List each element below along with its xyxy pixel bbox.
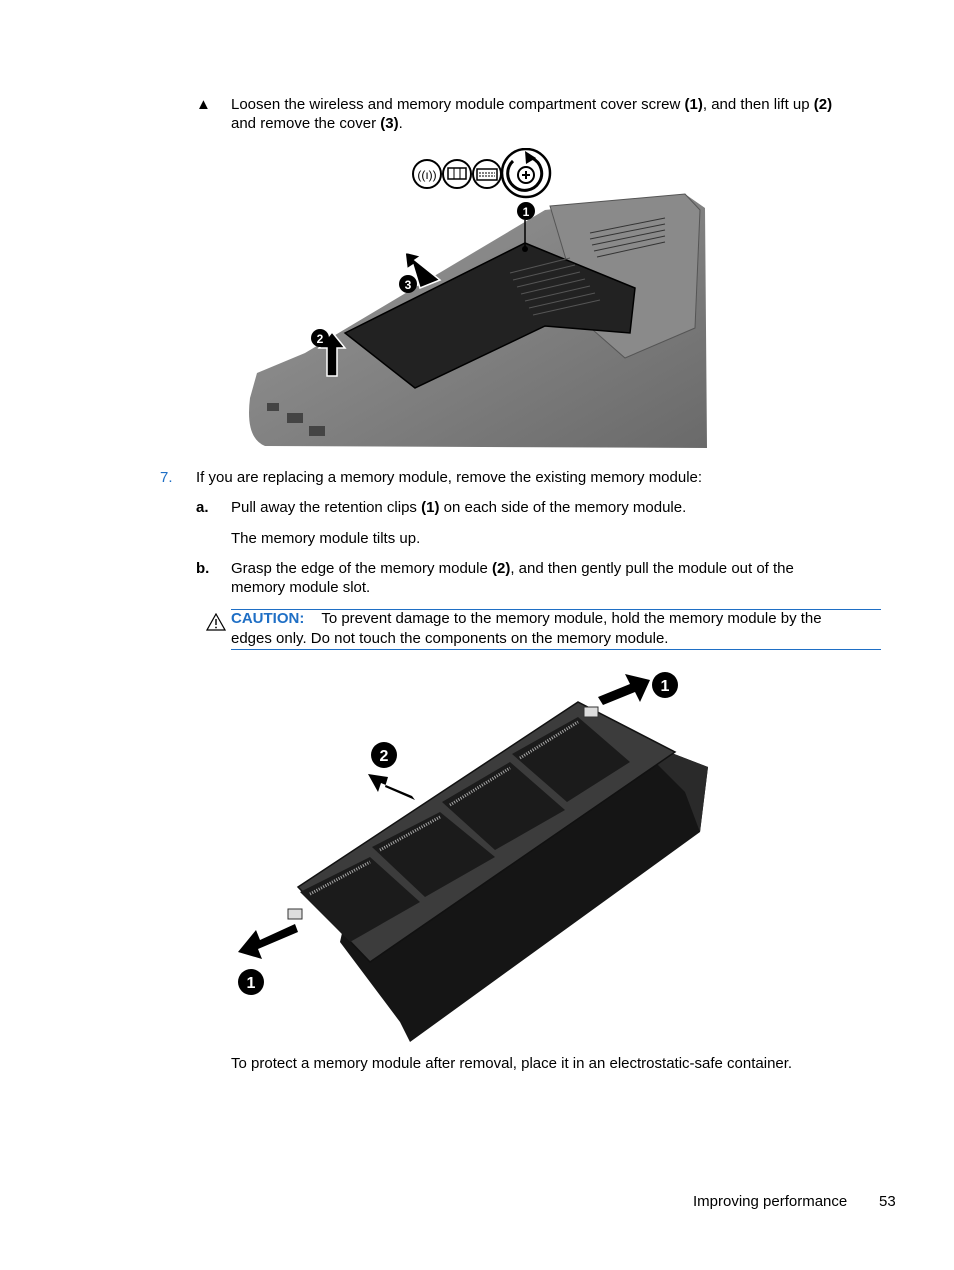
substep-label	[196, 559, 209, 578]
svg-text:2: 2	[379, 748, 389, 765]
callout-2	[311, 329, 329, 347]
retention-clip	[288, 909, 302, 919]
bold-ref: (3)	[380, 115, 399, 132]
caution-line1	[231, 609, 822, 628]
caution-line2: edges only. Do not touch the components on the memory module.	[231, 630, 669, 647]
bold-ref: (1)	[684, 96, 703, 113]
step-text-line2	[231, 114, 403, 133]
caution-label: CAUTION:	[231, 610, 305, 627]
substep-label	[196, 498, 209, 517]
keyboard-icon	[473, 160, 501, 188]
port	[267, 403, 279, 411]
step-bullet-icon: ▲	[196, 96, 211, 113]
substep-text-line1	[231, 559, 794, 578]
figure-memory-module	[230, 662, 710, 1047]
svg-text:3: 3	[404, 278, 412, 292]
substep-text-line2: memory module slot.	[231, 579, 371, 596]
footer-section-title: Improving performance	[693, 1193, 848, 1210]
text-run: , and then lift up	[702, 96, 814, 113]
text-run: , and then gently pull the module out of the	[510, 560, 794, 577]
svg-text:1: 1	[246, 975, 256, 992]
svg-text:1: 1	[660, 678, 670, 695]
port	[309, 426, 325, 436]
bold-label: a.	[196, 499, 209, 516]
substep-note: The memory module tilts up.	[231, 530, 421, 547]
clip-release-arrow	[598, 674, 650, 705]
svg-text:1: 1	[522, 205, 530, 219]
pull-arrow	[368, 774, 415, 800]
clip-release-arrow	[238, 924, 298, 959]
bold-label: b.	[196, 560, 210, 577]
bold-ref: (2)	[491, 560, 511, 577]
text-run: and remove the cover	[231, 115, 381, 132]
page-number: 53	[879, 1193, 896, 1210]
figure-cover-removal	[245, 148, 710, 450]
substep-text	[231, 498, 686, 517]
screw	[522, 246, 528, 252]
svg-text:2: 2	[316, 332, 324, 346]
warning-triangle-icon	[206, 613, 226, 631]
text-run: Loosen the wireless and memory module compartment cover screw	[231, 96, 685, 113]
svg-text:((ı)): ((ı))	[417, 168, 437, 182]
retention-clip	[584, 707, 598, 717]
callout-1	[517, 202, 535, 220]
bold-ref: (1)	[421, 499, 440, 516]
step-text-line1	[231, 95, 832, 114]
text-run: Grasp the edge of the memory module	[231, 560, 492, 577]
screw-rotate-icon	[502, 149, 550, 197]
memory-icon	[443, 160, 471, 188]
text-run: To prevent damage to the memory module, hold the memory module by the	[321, 610, 822, 627]
wireless-icon	[413, 160, 441, 188]
text-run: on each side of the memory module.	[439, 499, 687, 516]
step-text: If you are replacing a memory module, remove the existing memory module:	[196, 469, 703, 486]
closing-text: To protect a memory module after removal, place it in an electrostatic-safe container.	[231, 1055, 793, 1072]
bold-ref: (2)	[813, 96, 833, 113]
text-run: .	[398, 115, 403, 132]
text-run: Pull away the retention clips	[231, 499, 422, 516]
callout-3	[399, 275, 417, 293]
step-number: 7.	[160, 469, 173, 486]
callout-1	[652, 672, 678, 698]
port	[287, 413, 303, 423]
callout-1	[238, 969, 264, 995]
caution-bottom-rule	[231, 649, 881, 650]
callout-2	[371, 742, 397, 768]
